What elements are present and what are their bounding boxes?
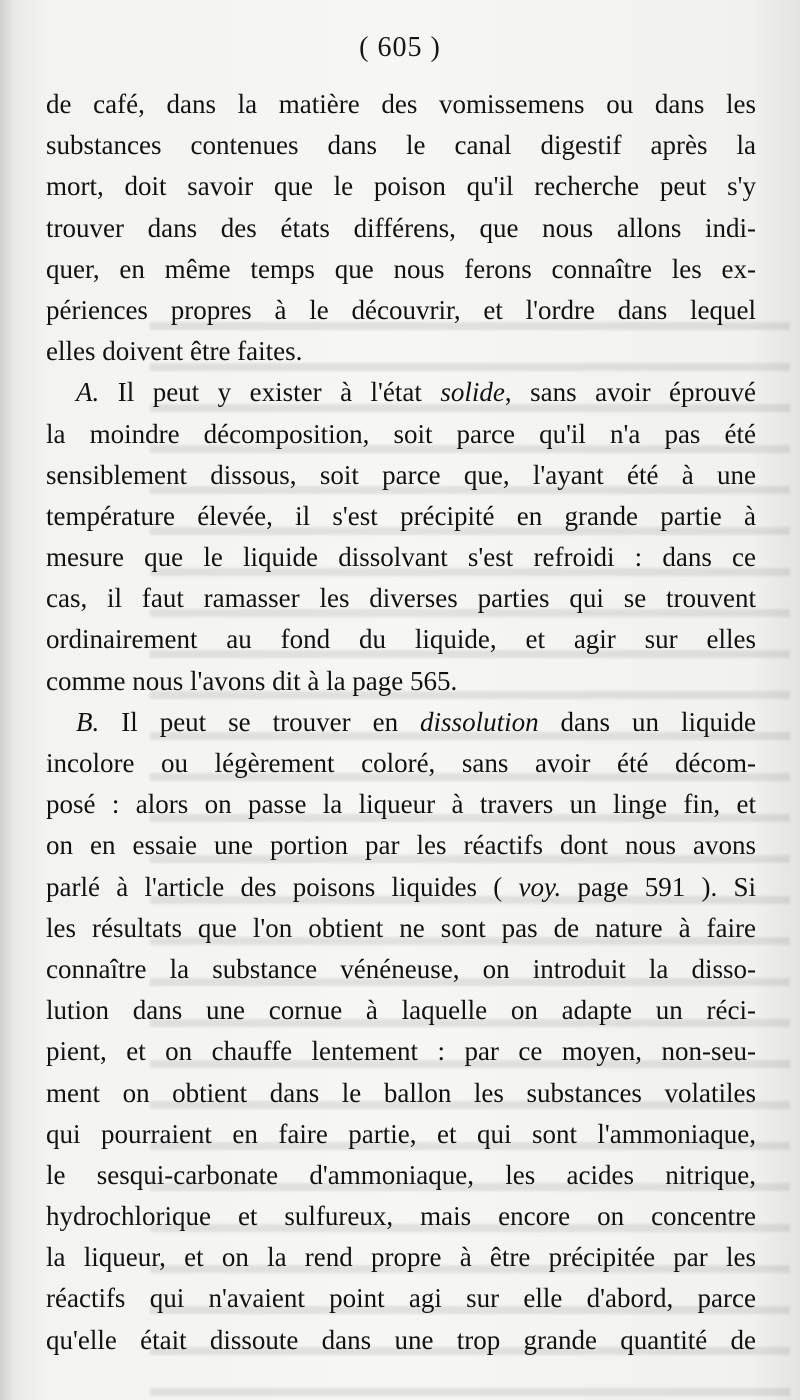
text-line	[46, 867, 756, 908]
line-text: Il peut se trouver en	[99, 706, 421, 737]
text-line	[46, 84, 756, 125]
text-line	[46, 372, 756, 413]
line-text: sensiblement dissous, soit parce que, l'ayant été à une	[46, 459, 756, 490]
line-text: le sesqui-carbonate d'ammoniaque, les acides nitrique,	[46, 1159, 756, 1190]
text-line	[46, 1278, 756, 1319]
text-line	[46, 496, 756, 537]
line-text: on en essaie une portion par les réactifs dont nous avons	[46, 830, 756, 861]
text-line	[46, 537, 756, 578]
text-line	[46, 825, 756, 866]
page-number: ( 605 )	[359, 32, 441, 63]
text-line	[46, 414, 756, 455]
text-line	[46, 1114, 756, 1155]
line-text: substances contenues dans le canal digestif après la	[46, 130, 756, 161]
text-line	[46, 1196, 756, 1237]
text-line	[46, 331, 756, 372]
line-text: elles doivent être faites.	[46, 336, 303, 367]
text-line	[46, 908, 756, 949]
line-text: trouver dans des états différens, que nous allons indi-	[46, 212, 756, 243]
text-line	[46, 1320, 756, 1361]
italic-term: voy.	[518, 871, 562, 902]
line-text: de café, dans la matière des vomissemens ou dans les	[46, 89, 756, 119]
line-text-rest: page 591 ). Si	[561, 871, 756, 902]
text-line	[46, 166, 756, 207]
text-line	[46, 743, 756, 784]
line-text: lution dans une cornue à laquelle on adapte un réci-	[46, 995, 756, 1026]
line-text: la liqueur, et on la rend propre à être précipitée par les	[46, 1242, 756, 1273]
paragraph-letter: B.	[76, 706, 100, 737]
body-text	[46, 84, 756, 1361]
line-text: les résultats que l'on obtient ne sont pas de nature à faire	[46, 912, 756, 943]
text-line	[46, 990, 756, 1031]
text-line	[46, 208, 756, 249]
line-text: réactifs qui n'avaient point agi sur elle d'abord, parce	[46, 1283, 756, 1314]
line-text: pient, et on chauffe lentement : par ce moyen, non-seu-	[46, 1036, 756, 1067]
paragraph-letter: A.	[76, 377, 100, 408]
line-text: qui pourraient en faire partie, et qui sont l'ammoniaque,	[46, 1118, 756, 1149]
italic-term: dissolution	[420, 706, 539, 737]
text-line	[46, 619, 756, 660]
line-text: la moindre décomposition, soit parce qu'il n'a pas été	[46, 418, 756, 449]
line-text: qu'elle était dissoute dans une trop grande quantité de	[46, 1324, 756, 1355]
line-text: quer, en même temps que nous ferons connaître les ex-	[46, 253, 756, 284]
text-line	[46, 1237, 756, 1278]
line-text: connaître la substance vénéneuse, on introduit la disso-	[46, 953, 756, 984]
text-line	[46, 702, 756, 743]
line-text-rest: dans un liquide	[538, 706, 756, 737]
text-line	[46, 578, 756, 619]
line-text: température élevée, il s'est précipité en grande partie à	[46, 500, 756, 531]
line-text: parlé à l'article des poisons liquides (	[46, 871, 519, 902]
text-line	[46, 784, 756, 825]
text-line	[46, 249, 756, 290]
line-text: cas, il faut ramasser les diverses parties qui se trouvent	[46, 583, 756, 614]
line-text: hydrochlorique et sulfureux, mais encore on concentre	[46, 1201, 756, 1232]
text-line	[46, 125, 756, 166]
line-text: mesure que le liquide dissolvant s'est refroidi : dans ce	[46, 542, 756, 573]
text-line	[46, 1155, 756, 1196]
text-line	[46, 1031, 756, 1072]
text-line	[46, 290, 756, 331]
line-text: ment on obtient dans le ballon les substances volatiles	[46, 1077, 756, 1108]
text-line	[46, 949, 756, 990]
text-line	[46, 455, 756, 496]
line-text: mort, doit savoir que le poison qu'il recherche peut s'y	[46, 171, 756, 202]
line-text: périences propres à le découvrir, et l'ordre dans lequel	[46, 294, 756, 325]
line-text: posé : alors on passe la liqueur à travers un linge fin, et	[46, 789, 756, 820]
text-line	[46, 661, 756, 702]
text-line	[46, 1073, 756, 1114]
line-text: Il peut y exister à l'état	[99, 377, 441, 408]
italic-term: solide	[440, 377, 505, 408]
line-text-rest: , sans avoir éprouvé	[504, 377, 756, 408]
line-text: comme nous l'avons dit à la page 565.	[46, 665, 458, 696]
line-text: ordinairement au fond du liquide, et agir sur elles	[46, 624, 756, 655]
line-text: incolore ou légèrement coloré, sans avoir été décom-	[46, 748, 756, 778]
